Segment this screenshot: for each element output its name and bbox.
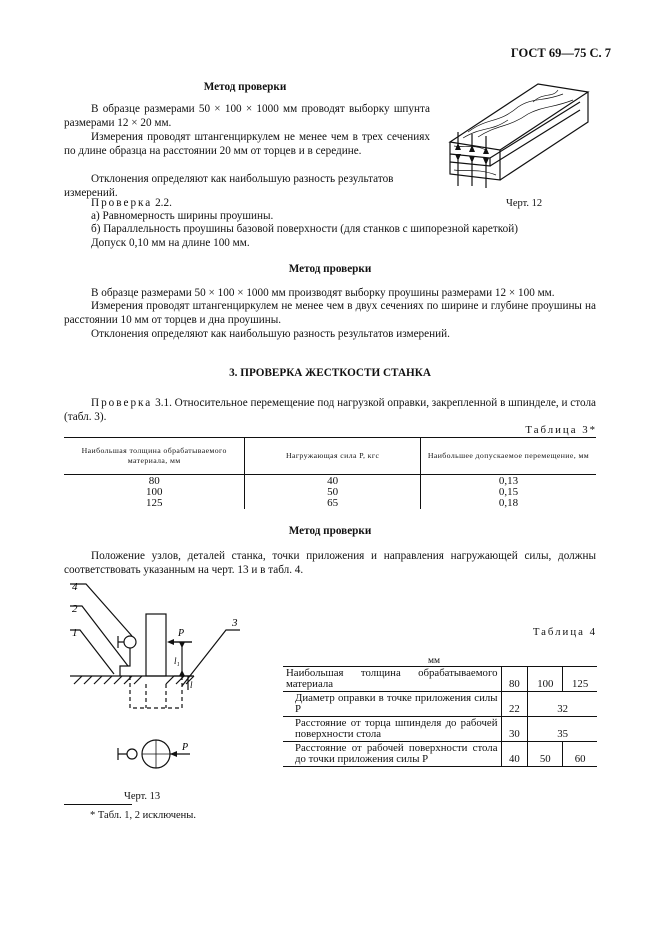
page-header: ГОСТ 69—75 С. 7 <box>510 46 611 60</box>
sec1-paragraph-2: Измерения проводят штангенциркулем не менее чем в трех сечениях по длине образца на расстоянии 20 мм от торцев и в середине. <box>64 131 430 157</box>
table-4-cell: 35 <box>557 728 569 740</box>
check-2-2-item-a: а) Равномерность ширины проушины. <box>91 210 274 222</box>
check-2-2-item-b: б) Параллельность проушины базовой поверхности (для станков с шипорезной кареткой) <box>91 223 518 235</box>
table-4-cell: 60 <box>574 753 586 765</box>
table-4-cell: 80 <box>501 667 528 692</box>
table-row <box>64 498 596 509</box>
table-3-cell: 40 <box>245 476 421 487</box>
table-3-cell: 0,15 <box>498 485 519 498</box>
table-4 <box>283 666 597 767</box>
table-3-cell: 0,13 <box>498 474 519 487</box>
table-row <box>283 667 597 692</box>
sec3-paragraph-1: Положение узлов, деталей станка, точки приложения и направления нагружающей силы, должны соответствовать указанным на черт. 13 и в табл. 4. <box>64 550 596 576</box>
label-force-p: P <box>178 628 185 639</box>
table-4-cell: 22 <box>501 692 528 717</box>
table-4-cell: 50 <box>528 742 563 767</box>
check-2-2-number: 2.2. <box>155 197 172 209</box>
table-4-row-label: Расстояние от рабочей поверхности стола до точки приложения силы Р <box>283 742 501 767</box>
table-3-cell: 80 <box>148 474 160 487</box>
check-2-2-tolerance: Допуск 0,10 мм на длине 100 мм. <box>91 237 250 249</box>
figure-13-caption: Черт. 13 <box>124 791 161 802</box>
table-3-header-1: Наибольшая толщина обрабатываемого материала, мм <box>81 446 227 465</box>
figure-12-drawing <box>438 62 598 192</box>
label-l1: l₁ <box>174 656 180 666</box>
table-4-cell: 40 <box>501 742 528 767</box>
method-heading-1: Метод проверки <box>203 81 287 93</box>
table-row <box>283 717 597 742</box>
table-3-cell: 125 <box>145 496 163 509</box>
label-4: 4 <box>72 581 78 593</box>
table-3 <box>64 437 596 509</box>
sec1-paragraph-1: В образце размерами 50 × 100 × 1000 мм проводят выборку шпунта размерами 12 × 20 мм. <box>64 103 430 129</box>
table-row <box>64 487 596 498</box>
sec2-paragraph-2: Измерения проводят штангенциркулем не менее чем в двух сечениях по ширине и глубине проушины на расстоянии 10 мм от торцев и дна проушины. <box>64 300 596 326</box>
figure-12-caption: Черт. 12 <box>506 198 543 209</box>
check-2-2-title <box>64 196 430 210</box>
check-3-1-word: Проверка <box>91 397 153 409</box>
check-2-2-word: Проверка <box>91 197 153 209</box>
section-3-title: 3. ПРОВЕРКА ЖЕСТКОСТИ СТАНКА <box>229 367 431 379</box>
table-3-header-3: Наибольшее допускаемое перемещение, мм <box>427 451 590 460</box>
label-l: l <box>190 680 193 690</box>
sec2-paragraph-1: В образце размерами 50 × 100 × 1000 мм производят выборку проушины размерами 12 × 100 мм. <box>91 287 555 299</box>
method-heading-3: Метод проверки <box>288 525 372 537</box>
sec1-paragraph-3: Отклонения определяют как наибольшую разность результатов измерений. <box>64 173 394 199</box>
table-4-row-label: Диаметр оправки в точке приложения силы Р <box>283 692 501 717</box>
table-4-cell: 30 <box>501 717 528 742</box>
footnote: * Табл. 1, 2 исключены. <box>90 810 196 821</box>
table-3-label: Таблица 3* <box>525 424 597 436</box>
table-4-cell: 100 <box>528 667 563 692</box>
table-row <box>283 742 597 767</box>
label-1: 1 <box>72 627 78 639</box>
table-3-cell: 50 <box>245 487 421 498</box>
sec2-paragraph-3: Отклонения определяют как наибольшую разность результатов измерений. <box>91 328 450 340</box>
table-3-header-2: Нагружающая сила Р, кгс <box>245 438 421 475</box>
table-4-cell: 125 <box>572 678 589 690</box>
check-3-1-text <box>64 396 596 424</box>
footnote-divider <box>64 804 132 805</box>
table-4-label: Таблица 4 <box>532 626 597 638</box>
table-4-cell: 32 <box>557 703 569 715</box>
label-force-p-top: P <box>182 742 189 753</box>
table-4-row-label: Расстояние от торца шпинделя до рабочей поверхности стола <box>283 717 501 742</box>
method-heading-2: Метод проверки <box>288 263 372 275</box>
table-row <box>64 476 596 487</box>
table-row <box>283 692 597 717</box>
table-4-unit: мм <box>428 656 441 666</box>
table-3-cell: 0,18 <box>498 496 519 509</box>
figure-13-drawing <box>62 578 262 778</box>
table-4-row-label: Наибольшая толщина обрабатываемого материала <box>283 667 501 692</box>
label-2: 2 <box>72 603 78 615</box>
check-3-1-body: 3.1. Относительное перемещение под нагрузкой оправки, закрепленной в шпинделе, и стола (табл. 3). <box>64 397 597 423</box>
table-3-cell: 65 <box>245 498 421 509</box>
table-3-cell: 100 <box>145 485 163 498</box>
label-3: 3 <box>232 617 238 629</box>
